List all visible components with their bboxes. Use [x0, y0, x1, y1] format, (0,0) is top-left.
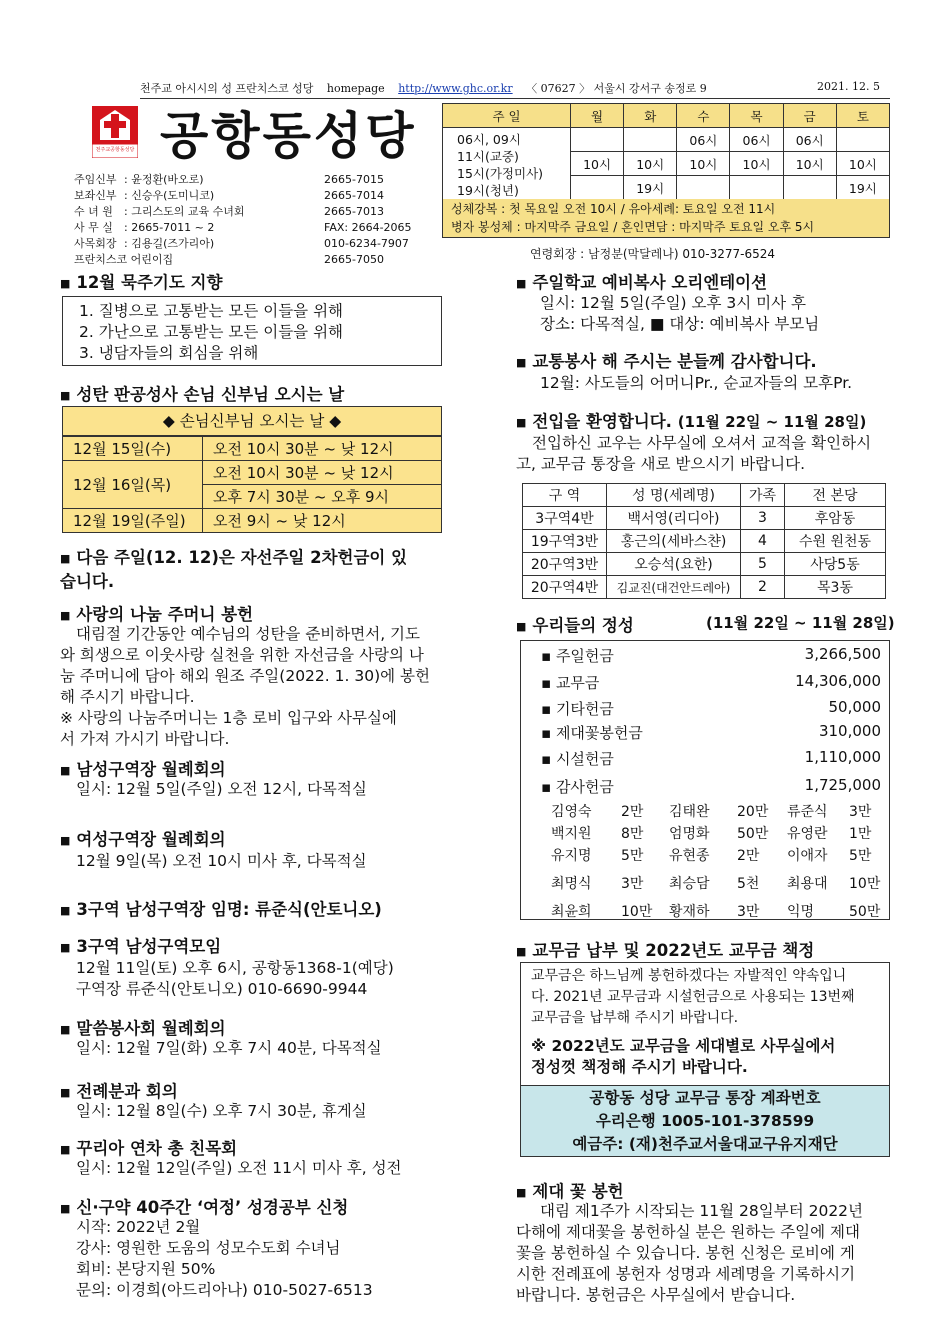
district-meeting-text: 12월 11일(토) 오후 6시, 공항동1368-1(예당) 구역장 류준식(안토니오) 010-6690-9944 — [76, 959, 394, 998]
confession-table-title: ◆ 손님신부님 오시는 날 ◆ — [62, 406, 442, 436]
appointment-notice: ■ 3구역 남성구역장 임명: 류준식(안토니오) — [60, 900, 382, 919]
offering-row: ▪ 감사헌금 1,725,000 — [541, 776, 881, 796]
church-title: 공항동성당 — [160, 107, 417, 165]
parish-name: 천주교 아시시의 성 프란치스코 성당 — [140, 82, 314, 95]
liturgy-meeting-text: 일시: 12월 8일(수) 오후 7시 30분, 휴게실 — [76, 1102, 367, 1120]
women-leaders-text: 12월 9일(목) 오전 10시 미사 후, 다목적실 — [76, 852, 367, 870]
bank-account-box: 공항동 성당 교무금 통장 계좌번호 우리은행 1005-101-378599 예금주: (재)천주교서울대교구유지재단 — [520, 1085, 890, 1157]
curia-party-text: 일시: 12월 12일(주일) 오전 11시 미사 후, 성전 — [76, 1159, 402, 1177]
newcomers-table: 구 역 성 명(세례명) 가족 전 본당 3구역4반 백서영(리디아) 3 후암동 19구역3반 홍근의(세바스챤) 4 수원 원천동 20구역3반 오승석(요한) 5 사당5동 20구역4반 김교진(대건안드레아) 2 목3동 — [522, 483, 886, 599]
table-row: 20구역4반 김교진(대건안드레아) 2 목3동 — [523, 576, 886, 599]
traffic-volunteer-heading: ■ 교통봉사 해 주시는 분들께 감사합니다. — [516, 352, 817, 371]
donor-row: 백지원 8만 엄명화 50만 유영란 1만 — [551, 826, 872, 842]
altar-server-heading: ■ 주일학교 예비복사 오리엔테이션 — [516, 273, 768, 292]
district-meeting-heading: ■ 3구역 남성구역모임 — [60, 937, 222, 956]
donor-row: 최윤희 10만 황재하 3만 익명 50만 — [551, 904, 881, 920]
rosary-intention-box: 1. 질병으로 고통받는 모든 이들을 위해 2. 가난으로 고통받는 모든 이들을 위해 3. 냉담자들의 회심을 위해 — [62, 296, 442, 366]
staff-row: 주임신부 : 윤정환(바오로) 2665-7015 — [74, 173, 384, 186]
men-leaders-heading: ■ 남성구역장 월례회의 — [60, 760, 226, 779]
sacrament-notes: 성체강복 : 첫 목요일 오전 10시 / 유아세례: 토요일 오전 11시 병자 봉성체 : 마지막주 금요일 / 혼인면담 : 마지막주 토요일 오후 5시 — [442, 199, 890, 238]
word-service-heading: ■ 말씀봉사회 월례회의 — [60, 1019, 226, 1038]
love-pouch-text: 대림절 기간동안 예수님의 성탄을 준비하면서, 기도 와 희생으로 이웃사랑 실천을 위한 자선금을 사랑의 나 눔 주머니에 담아 해외 원조 주일(2022. 1. 30)에 봉헌 해 주시기 바랍니다. ※ 사랑의 나눔주머니는 1층 로비 입구와 사무실에 서 가져 가시기 바랍니다. — [60, 625, 430, 748]
welcome-heading: ■ 전입을 환영합니다. (11월 22일 ~ 11월 28일) — [516, 412, 867, 431]
altar-server-text: 일시: 12월 5일(주일) 오후 3시 미사 후 장소: 다목적실, ■ 대상: 예비복사 부모님 — [540, 294, 820, 333]
offering-row: ▪ 기타헌금 50,000 — [541, 698, 881, 718]
love-pouch-heading: ■ 사랑의 나눔 주머니 봉헌 — [60, 605, 254, 624]
men-leaders-text: 일시: 12월 5일(주일) 오전 12시, 다목적실 — [76, 780, 367, 798]
table-row: 20구역3반 오승석(요한) 5 사당5동 — [523, 553, 886, 576]
table-row: 19구역3반 홍근의(세바스챤) 4 수원 원천동 — [523, 530, 886, 553]
curia-party-heading: ■ 꾸리아 연차 총 친목회 — [60, 1139, 238, 1158]
mass-schedule-table: 주 일 월 화 수 목 금 토 06시, 09시 11시(교중) 15시(가정미사) 19시(청년) 06시 06시 06시 10시 10시 10시 10시 10시 10시 19시 19시 — [442, 103, 890, 200]
offerings-box — [520, 640, 890, 920]
rosary-intention-heading: ■ 12월 묵주기도 지향 — [60, 273, 223, 292]
charity-sunday-notice: ■ 다음 주일(12. 12)은 자선주일 2차헌금이 있 습니다. — [60, 548, 408, 591]
women-leaders-heading: ■ 여성구역장 월례회의 — [60, 830, 226, 849]
address: 〈 07627 〉 서울시 강서구 송정로 9 — [526, 82, 707, 95]
tithe-heading: ■ 교무금 납부 및 2022년도 교무금 책정 — [516, 941, 815, 960]
staff-row: 프란치스코 어린이집 2665-7050 — [74, 253, 384, 266]
staff-row: 사목회장 : 김용길(즈가리아) 010-6234-7907 — [74, 237, 409, 250]
staff-row: 사 무 실 : 2665-7011 ~ 2 FAX: 2664-2065 — [74, 221, 412, 234]
funeral-contact: 연령회장 : 남정분(막달레나) 010-3277-6524 — [530, 247, 776, 261]
staff-list — [74, 172, 412, 268]
welcome-text: 전입하신 교우는 사무실에 오셔서 교적을 확인하시 고, 교무금 통장을 새로 받으시기 바랍니다. — [516, 434, 872, 473]
issue-date: 2021. 12. 5 — [817, 80, 880, 93]
altar-flower-heading: ■ 제대 꽃 봉헌 — [516, 1182, 624, 1201]
traffic-volunteer-text: 12월: 사도들의 어머니Pr., 순교자들의 모후Pr. — [540, 374, 853, 392]
logo-caption: 천주교공항동성당 — [95, 147, 135, 153]
confession-heading: ■ 성탄 판공성사 손님 신부님 오시는 날 — [60, 385, 345, 404]
bible-study-text: 시작: 2022년 2월 강사: 영원한 도움의 성모수도회 수녀님 회비: 본당지원 50% 문의: 이경희(아드리아나) 010-5027-6513 — [76, 1218, 373, 1299]
homepage-label: homepage — [326, 82, 385, 95]
donor-row: 최명식 3만 최승담 5천 최용대 10만 — [551, 876, 881, 892]
bible-study-heading: ■ 신·구약 40주간 ‘여정’ 성경공부 신청 — [60, 1198, 349, 1217]
staff-row: 보좌신부 : 신승우(도미니코) 2665-7014 — [74, 189, 384, 202]
table-row: 3구역4반 백서영(리디아) 3 후암동 — [523, 507, 886, 530]
offerings-heading: ■ 우리들의 정성 (11월 22일 ~ 11월 28일) — [516, 614, 895, 635]
altar-flower-text: 대림 제1주가 시작되는 11월 28일부터 2022년 다해에 제대꽃을 봉헌하실 분은 원하는 주일에 제대 꽃을 봉헌하실 수 있습니다. 봉헌 신청은 로비에 게 시한 전례표에 봉헌자 성명과 세례명을 기록하시기 바랍니다. 봉헌금은 사무실에서 받습니다. — [516, 1202, 864, 1304]
donor-row: 유지명 5만 유현종 2만 이애자 5만 — [551, 848, 872, 864]
offering-row: ▪ 제대꽃봉헌금 310,000 — [541, 722, 881, 742]
word-service-text: 일시: 12월 7일(화) 오후 7시 40분, 다목적실 — [76, 1039, 382, 1057]
sunday-mass-times: 06시, 09시 11시(교중) 15시(가정미사) 19시(청년) — [443, 128, 571, 200]
homepage-link[interactable]: http://www.ghc.or.kr — [398, 82, 513, 95]
offering-row: ▪ 시설헌금 1,110,000 — [541, 748, 881, 768]
staff-row: 수 녀 원 : 그리스도의 교육 수녀회 2665-7013 — [74, 205, 384, 218]
offering-row: ▪ 교무금 14,306,000 — [541, 672, 881, 692]
confession-schedule-table: 12월 15일(수) 오전 10시 30분 ~ 낮 12시 12월 16일(목) 오전 10시 30분 ~ 낮 12시 오후 7시 30분 ~ 오후 9시 12월 19일(주일) 오전 9시 ~ 낮 12시 — [62, 436, 442, 533]
offering-row: ▪ 주일헌금 3,266,500 — [541, 645, 881, 665]
liturgy-meeting-heading: ■ 전례분과 회의 — [60, 1082, 178, 1101]
donor-row: 김영숙 2만 김태완 20만 류준식 3만 — [551, 804, 872, 820]
tithe-box: 교무금은 하느님께 봉헌하겠다는 자발적인 약속입니 다. 2021년 교무금과 시설헌금으로 사용되는 13번째 교무금을 납부해 주시기 바랍니다. ※ 2022년도 교무금을 세대별로 사무실에서 정성껏 책정해 주시기 바랍니다. — [520, 962, 890, 1086]
